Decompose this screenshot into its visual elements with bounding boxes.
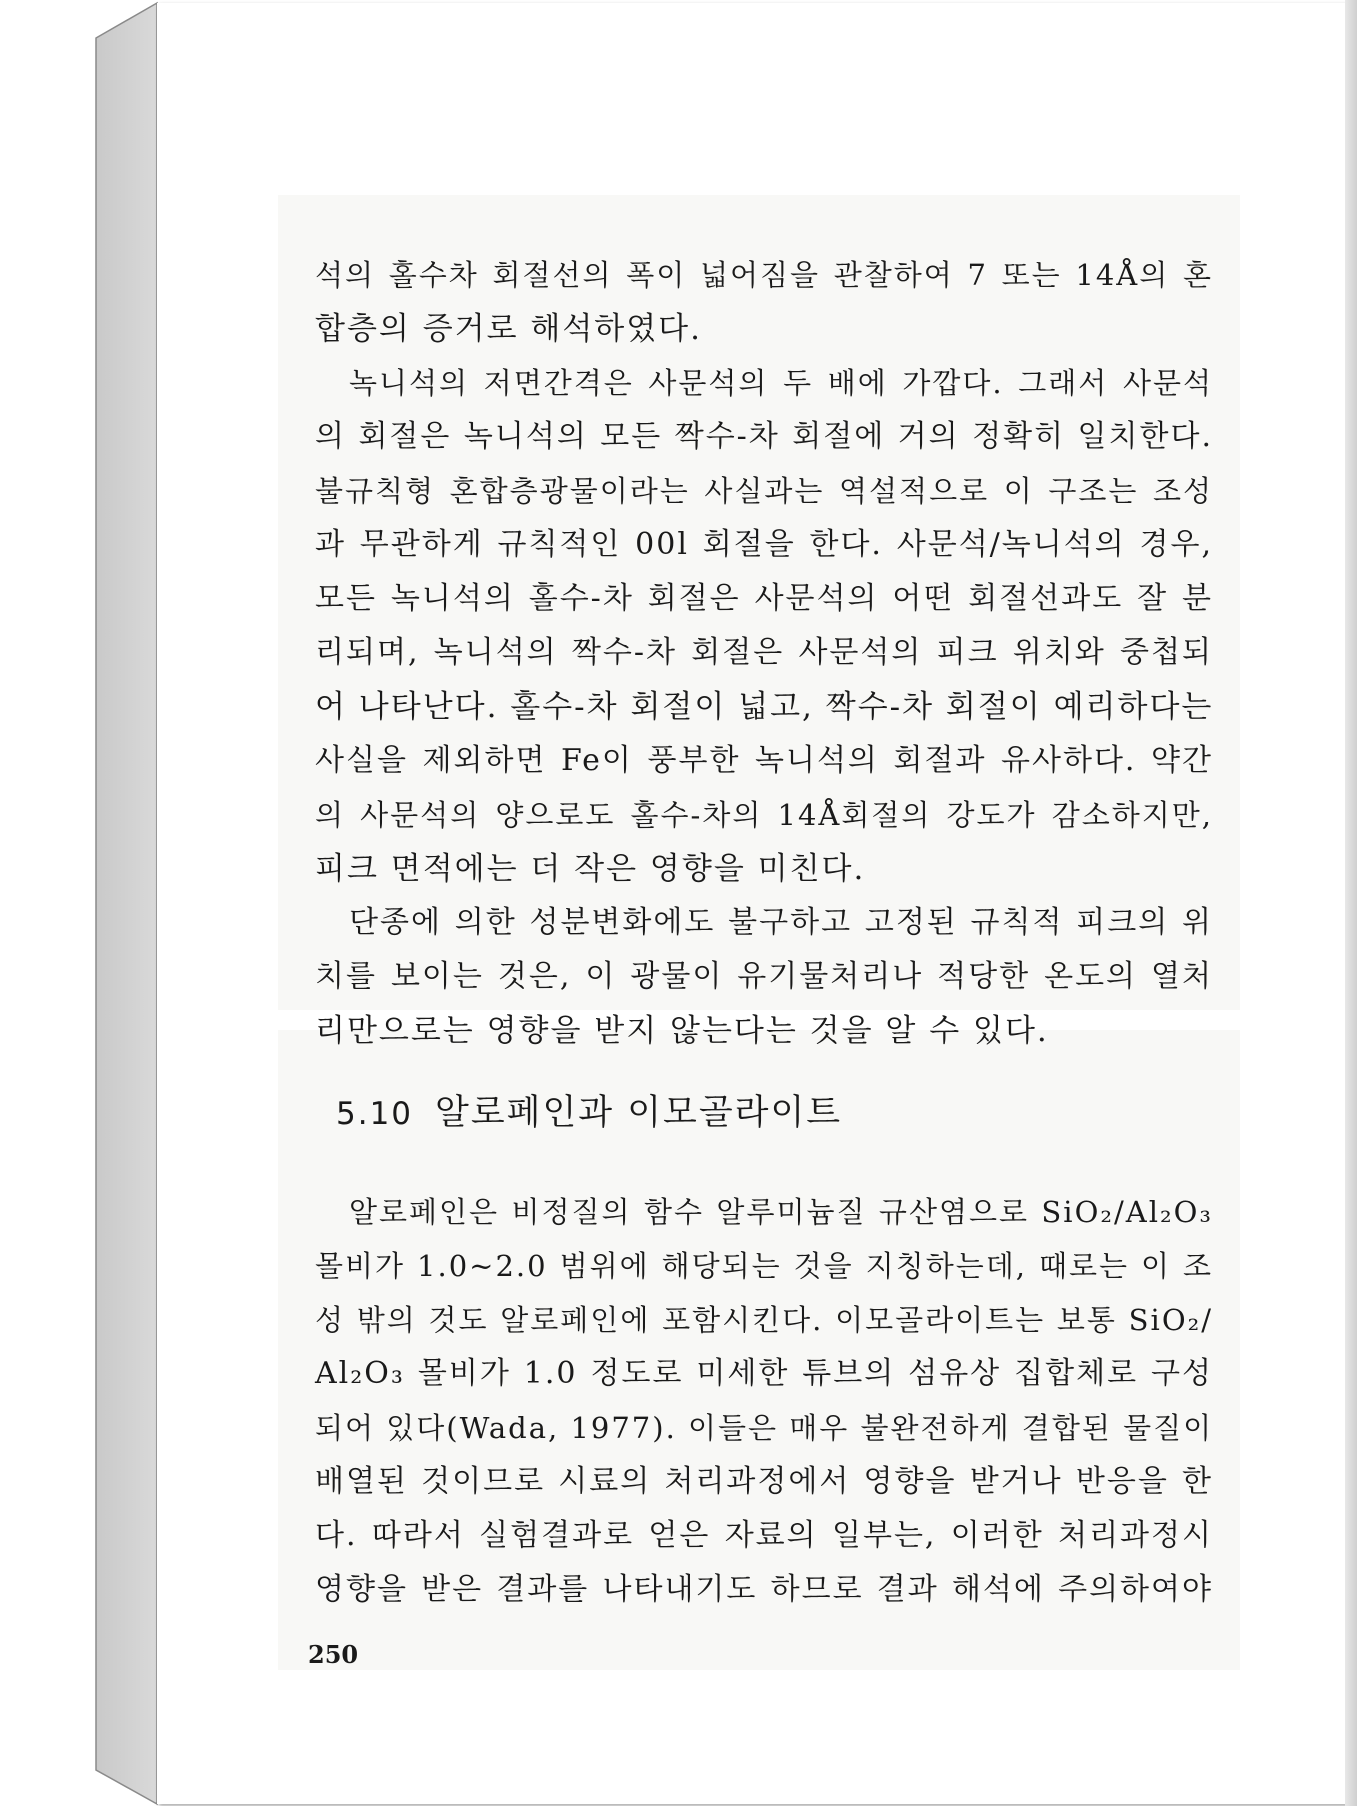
bottom-text-block [315, 1185, 1213, 1617]
section-heading [336, 1085, 842, 1135]
paragraph-4-line-5: 되어 있다(Wada, 1977). 이들은 매우 불완전하게 결합된 물질이 [315, 1411, 1214, 1445]
page-number: 250 [308, 1640, 359, 1669]
paragraph-2-line-1: 녹니석의 저면간격은 사문석의 두 배에 가깝다. 그래서 사문석 [349, 366, 1213, 400]
paragraph-4-line-2: 몰비가 1.0~2.0 범위에 해당되는 것을 지칭하는데, 때로는 이 조 [315, 1249, 1213, 1283]
section-number: 5.10 [336, 1096, 414, 1132]
paragraph-4-line-3: 성 밖의 것도 알로페인에 포함시킨다. 이모골라이트는 보통 SiO₂/ [315, 1303, 1213, 1337]
paragraph-2-line-10: 피크 면적에는 더 작은 영향을 미친다. [315, 851, 866, 887]
paragraph-3-line-2: 치를 보이는 것은, 이 광물이 유기물처리나 적당한 온도의 열처 [315, 959, 1213, 994]
page-edge [1345, 0, 1357, 1806]
paragraph-4-line-1: 알로페인은 비정질의 함수 알루미늄질 규산염으로 SiO₂/Al₂O₃ [349, 1195, 1213, 1229]
paragraph-4-line-4: Al₂O₃ 몰비가 1.0 정도로 미세한 튜브의 섬유상 집합체로 구성 [315, 1356, 1213, 1391]
paragraph-2-line-3: 불규칙형 혼합층광물이라는 사실과는 역설적으로 이 구조는 조성 [315, 474, 1213, 508]
paragraph-2-line-9: 의 사문석의 양으로도 홀수-차의 14Å회절의 강도가 감소하지만, [315, 798, 1213, 832]
paragraph-1-line-1: 석의 홀수차 회절선의 폭이 넓어짐을 관찰하여 7 또는 14Å의 혼 [315, 258, 1213, 292]
paragraph-4-line-7: 다. 따라서 실험결과로 얻은 자료의 일부는, 이러한 처리과정시 [315, 1518, 1213, 1553]
paragraph-3-line-1: 단종에 의한 성분변화에도 불구하고 고정된 규칙적 피크의 위 [349, 905, 1213, 940]
paragraph-2-line-4: 과 무관하게 규칙적인 00l 회절을 한다. 사문석/녹니석의 경우, [315, 527, 1213, 562]
paragraph-2-line-6: 리되며, 녹니석의 짝수-차 회절은 사문석의 피크 위치와 중첩되 [315, 635, 1213, 670]
paragraph-2-line-5: 모든 녹니석의 홀수-차 회절은 사문석의 어떤 회절선과도 잘 분 [315, 581, 1213, 616]
paragraph-3-line-3: 리만으로는 영향을 받지 않는다는 것을 알 수 있다. [315, 1013, 1049, 1049]
top-text-block [315, 248, 1213, 1058]
section-title: 알로페인과 이모골라이트 [435, 1093, 843, 1133]
paragraph-2-line-8: 사실을 제외하면 Fe이 풍부한 녹니석의 회절과 유사하다. 약간 [315, 743, 1213, 778]
paragraph-4-line-6: 배열된 것이므로 시료의 처리과정에서 영향을 받거나 반응을 한 [315, 1464, 1213, 1499]
paragraph-1-line-2: 합층의 증거로 해석하였다. [315, 311, 702, 347]
paragraph-4-line-8: 영향을 받은 결과를 나타내기도 하므로 결과 해석에 주의하여야 [315, 1572, 1213, 1607]
paragraph-2-line-2: 의 회절은 녹니석의 모든 짝수-차 회절에 거의 정확히 일치한다. [315, 419, 1213, 454]
paragraph-2-line-7: 어 나타난다. 홀수-차 회절이 넓고, 짝수-차 회절이 예리하다는 [315, 689, 1214, 725]
